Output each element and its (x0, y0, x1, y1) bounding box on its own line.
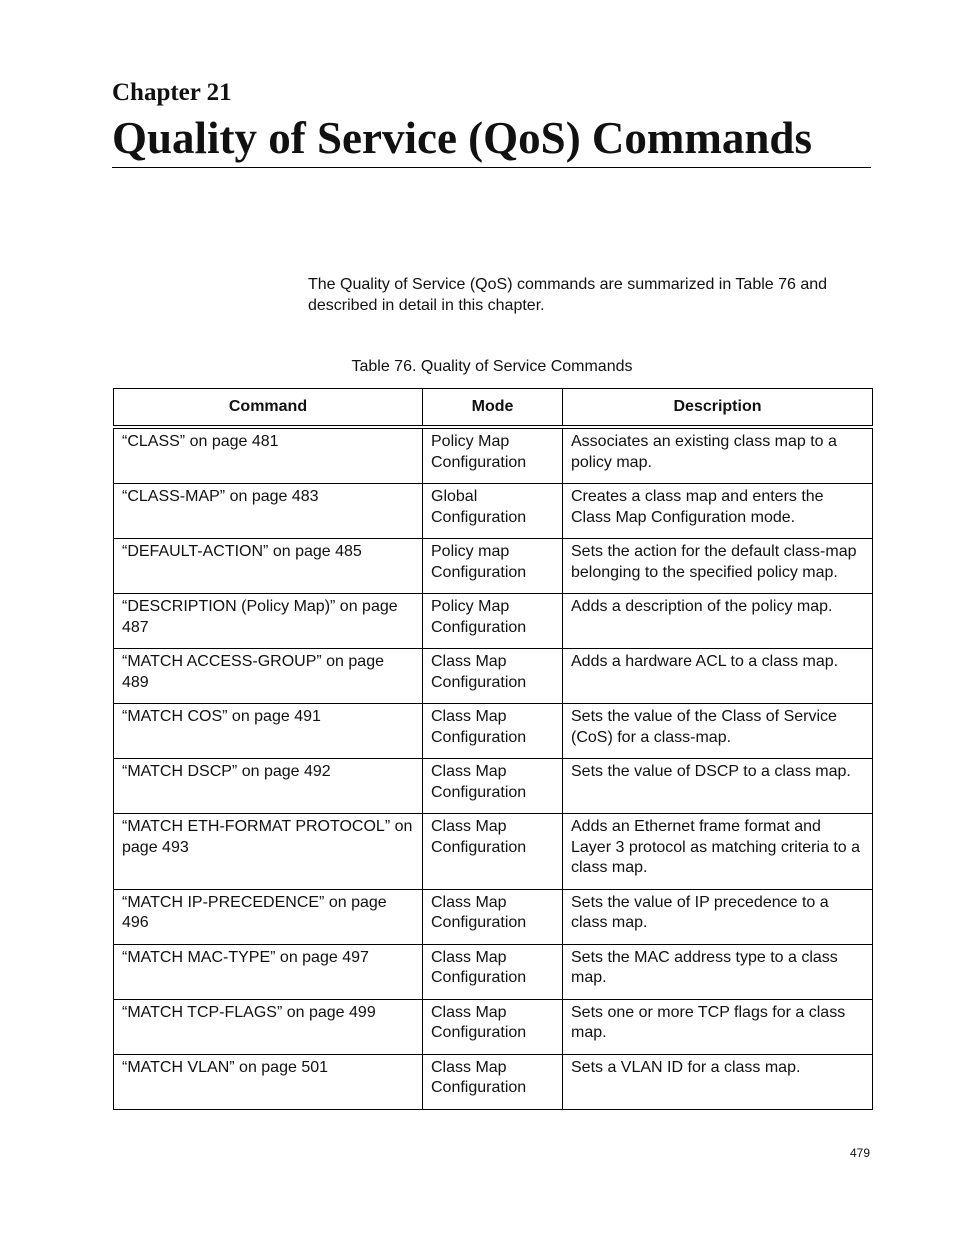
table-row (114, 999, 873, 1054)
description-cell: Adds a hardware ACL to a class map. (563, 649, 873, 704)
command-cell[interactable]: “MATCH ACCESS-GROUP” on page 489 (114, 649, 423, 704)
command-cell[interactable]: “CLASS” on page 481 (114, 427, 423, 484)
chapter-label: Chapter 21 (112, 79, 232, 106)
command-cell[interactable]: “DEFAULT-ACTION” on page 485 (114, 539, 423, 594)
mode-cell: Policy map Configuration (423, 539, 563, 594)
description-cell: Sets the value of the Class of Service (CoS) for a class-map. (563, 704, 873, 759)
table-row (114, 484, 873, 539)
mode-cell: Class Map Configuration (423, 999, 563, 1054)
description-cell: Sets the action for the default class-map belonging to the specified policy map. (563, 539, 873, 594)
command-cell[interactable]: “MATCH IP-PRECEDENCE” on page 496 (114, 889, 423, 944)
table-row (114, 539, 873, 594)
description-cell: Sets a VLAN ID for a class map. (563, 1054, 873, 1109)
table-row (114, 759, 873, 814)
mode-cell: Global Configuration (423, 484, 563, 539)
table-header-row (114, 389, 873, 428)
command-cell[interactable]: “CLASS-MAP” on page 483 (114, 484, 423, 539)
description-cell: Adds a description of the policy map. (563, 594, 873, 649)
column-header-mode: Mode (423, 389, 563, 428)
command-cell[interactable]: “MATCH TCP-FLAGS” on page 499 (114, 999, 423, 1054)
mode-cell: Class Map Configuration (423, 814, 563, 890)
command-cell[interactable]: “MATCH DSCP” on page 492 (114, 759, 423, 814)
commands-table (113, 388, 873, 1110)
description-cell: Sets the value of DSCP to a class map. (563, 759, 873, 814)
mode-cell: Policy Map Configuration (423, 427, 563, 484)
mode-cell: Class Map Configuration (423, 1054, 563, 1109)
column-header-description: Description (563, 389, 873, 428)
table-row (114, 814, 873, 890)
page-number: 479 (849, 1146, 870, 1160)
table-caption: Table 76. Quality of Service Commands (351, 358, 633, 375)
mode-cell: Class Map Configuration (423, 759, 563, 814)
table-row (114, 944, 873, 999)
column-header-command: Command (114, 389, 423, 428)
table-row (114, 594, 873, 649)
description-cell: Sets one or more TCP flags for a class map. (563, 999, 873, 1054)
table-row (114, 427, 873, 484)
command-cell[interactable]: “MATCH COS” on page 491 (114, 704, 423, 759)
table-row (114, 889, 873, 944)
description-cell: Sets the value of IP precedence to a class map. (563, 889, 873, 944)
table-row (114, 649, 873, 704)
mode-cell: Class Map Configuration (423, 649, 563, 704)
table-body (114, 427, 873, 1109)
title-divider (112, 167, 871, 168)
chapter-title: Quality of Service (QoS) Commands (112, 113, 812, 163)
command-cell[interactable]: “MATCH ETH-FORMAT PROTOCOL” on page 493 (114, 814, 423, 890)
command-cell[interactable]: “MATCH MAC-TYPE” on page 497 (114, 944, 423, 999)
description-cell: Sets the MAC address type to a class map. (563, 944, 873, 999)
table-row (114, 1054, 873, 1109)
intro-paragraph: The Quality of Service (QoS) commands are summarized in Table 76 and described in detail in this chapter. (308, 276, 828, 314)
table-row (114, 704, 873, 759)
description-cell: Creates a class map and enters the Class Map Configuration mode. (563, 484, 873, 539)
mode-cell: Class Map Configuration (423, 889, 563, 944)
description-cell: Adds an Ethernet frame format and Layer 3 protocol as matching criteria to a class map. (563, 814, 873, 890)
command-cell[interactable]: “MATCH VLAN” on page 501 (114, 1054, 423, 1109)
mode-cell: Class Map Configuration (423, 704, 563, 759)
mode-cell: Policy Map Configuration (423, 594, 563, 649)
mode-cell: Class Map Configuration (423, 944, 563, 999)
description-cell: Associates an existing class map to a policy map. (563, 427, 873, 484)
command-cell[interactable]: “DESCRIPTION (Policy Map)” on page 487 (114, 594, 423, 649)
